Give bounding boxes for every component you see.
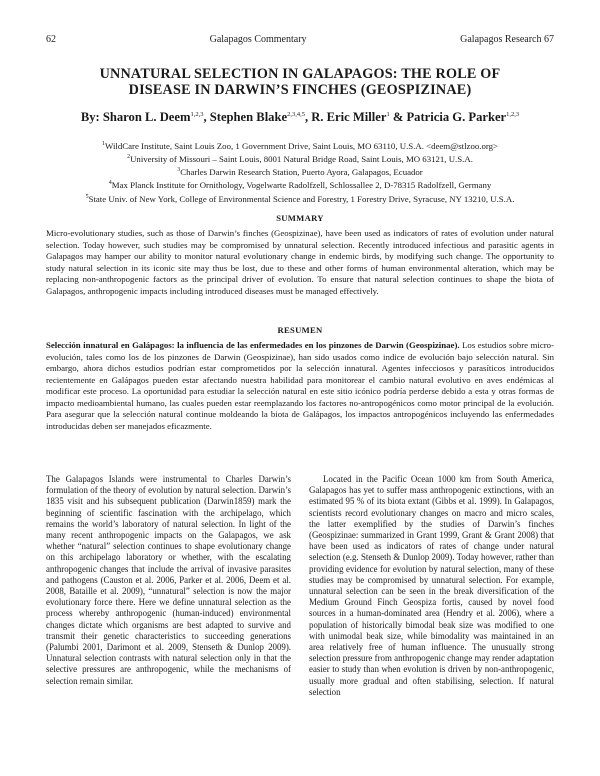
affiliations [46, 139, 554, 205]
affiliation-2 [46, 152, 554, 165]
resumen-heading: RESUMEN [277, 325, 323, 335]
affiliation-3-sup: 3 [177, 167, 181, 174]
affiliation-3 [46, 165, 554, 178]
author-3: R. Eric Miller [311, 110, 387, 124]
by-label: By: [80, 110, 100, 124]
resumen-body: Los estudios sobre micro-evolución, tales como los de los pinzones de Darwin (Geospizinae), han sido usados como indice de evolución bajo selección natural. Sin embargo, ahora dichos estudios podrían estar comprometidos por la selección innatural. Agentes infecciosos y parasíticos introducidos recientemente en Galápagos pueden estar afectando nuestra habilidad para monitorear el cambio natural evolutivo en aves endémicas al modificar este proceso. La oportunidad para estudiar la selección natural en este sitio icónico podría perderse debido a esta y otras formas de impacto medioambiental humano, las cuales pueden estar reemplazando los factores no-antropogénicos como motor principal de la evolución. Para asegurar que la selección natural continue moldeando la biota de Galápagos, los impactos antropogénicos incluyendo las enfermedades introducidas deben ser manejados eficazmente. [46, 340, 555, 431]
affiliation-1 [46, 139, 554, 152]
affiliation-2-text: University of Missouri – Saint Louis, 8001 Natural Bridge Road, Saint Louis, MO 63121, U.S.A. [130, 154, 473, 165]
author-3-affil: 1 [386, 110, 390, 118]
body-column-right [309, 474, 554, 698]
affiliation-5-sup: 5 [85, 193, 89, 200]
author-4-affil: 1,2,3 [506, 110, 520, 118]
page-number: 62 [46, 34, 56, 45]
author-4: Patricia G. Parker [406, 110, 507, 124]
author-1: Sharon L. Deem [102, 110, 191, 124]
affiliation-3-text: Charles Darwin Research Station, Puerto Ayora, Galapagos, Ecuador [180, 167, 423, 178]
affiliation-5-text: State Univ. of New York, College of Environmental Science and Forestry, 1 Forestry Drive, Syracuse, NY 13210, U.S.A. [88, 193, 515, 204]
article-title [46, 66, 554, 98]
author-1-affil: 1,2,3 [190, 110, 204, 118]
summary-heading: SUMMARY [276, 213, 324, 223]
author-2: Stephen Blake [209, 110, 288, 124]
author-line: By: Sharon L. Deem$^{1,2,3}$, Stephen Blake$^{2,3,4,5}$, R. Eric Miller$^1$ & Patricia G. Parker$^{1,2,3}$ [80, 110, 520, 124]
title-line-2: DISEASE IN DARWIN’S FINCHES (GEOSPIZINAE) [128, 82, 472, 98]
affiliation-4-sup: 4 [108, 180, 112, 187]
summary-text: Micro-evolutionary studies, such as those of Darwin’s finches (Geospizinae), have been used as indicators of rates of evolution under natural selection. Today however, such studies may be compromised by unnatural selection. Recently introduced infectious and parasitic agents in Galapagos may hamper our ability to monitor natural evolutionary change in endemic birds, by modifying such change. The opportunity to study natural selection in its iconic site may thus be lost, due to these and other forms of human environmental alteration, which may be replacing non-anthropogenic factors as the principal driver of evolution. To ensure that natural selection continues to shape the biota of Galapagos, anthropogenic impacts including introduced diseases must be managed effectively. [46, 228, 554, 296]
affiliation-1-sup: 1 [102, 141, 106, 147]
journal-issue: Galapagos Research 67 [460, 34, 554, 45]
affiliation-2-sup: 2 [127, 154, 131, 161]
author-2-affil: 2,3,4,5 [287, 110, 305, 118]
affiliation-1-text: WildCare Institute, Saint Louis Zoo, 1 Government Drive, Saint Louis, MO 63110, U.S.A. <deem@stlzoo.org> [105, 140, 498, 151]
body-column-left [46, 474, 291, 687]
running-header [46, 34, 554, 45]
resumen-text [46, 340, 554, 432]
affiliation-5 [46, 192, 554, 205]
body-paragraph: The Galapagos Islands were instrumental to Charles Darwin’s formulation of the theory of evolution by natural selection. Darwin’s 1835 visit and his subsequent publication (Darwin1859) mark the beginning of scientific fascination with the archipelago, which remains the world’s laboratory of natural selection. In light of the many recent anthropogenic impacts on the Galapagos, we ask whether “natural” selection continues to shape evolutionary change on this archipelago laboratory or whether, with the escalating anthropogenic changes that include the arrival of invasive parasites and pathogens (Causton et al. 2006, Parker et al. 2006, Deem et al. 2008, Bataille et al. 2009), “unnatural” selection is now the major evolutionary force there. Here we define unnatural selection as the process whereby anthropogenic (human-induced) environmental changes dictate which organisms are best adapted to survive and transmit their genetic characteristics to succeeding generations (Palumbi 2001, Darimont et al. 2009, Stenseth & Dunlop 2009). Unnatural selection contrasts with natural selection only in that the selective pressures are anthropogenic, while the mechanisms of selection remain similar. [46, 474, 291, 686]
affiliation-4-text: Max Planck Institute for Ornithology, Vogelwarte Radolfzell, Schlossallee 2, D-78315 Radolfzell, Germany [111, 180, 492, 191]
title-line-1: UNNATURAL SELECTION IN GALAPAGOS: THE ROLE OF [99, 66, 501, 82]
affiliation-4 [46, 178, 554, 191]
body-paragraph: Located in the Pacific Ocean 1000 km from South America, Galapagos has yet to suffer mass anthropogenic extinctions, with an estimated 95 % of its biota extant (Gibbs et al. 1999). In Galapagos, scientists record evolutionary changes on macro and micro scales, the latter exemplified by the studies of Darwin’s finches (Geospizinae: summarized in Grant 1999, Grant & Grant 2008) that have been used as indicators of rates of change under natural selection (e.g. Stenseth & Dunlop 2009). Today however, rather than providing evidence for evolution by natural selection, many of these studies may be compromised by unnatural selection. For example, unnatural selection can be seen in the break diversification of the Medium Ground Finch Geospiza fortis, caused by novel food sources in a human-dominated area (Hendry et al. 2006), where a population of historically bimodal beak size was modified to one with unimodal beak size, while bimodality was maintained in an area relatively free of human influence. The unusually strong selection pressure from anthropogenic change may render adaptation easier to study than when evolution is driven by non-anthropogenic, usually more gradual and often stabilising, selection. If natural selection [309, 474, 554, 697]
resumen-title: Selección innatural en Galápagos: la influencia de las enfermedades en los pinzones de Darwin (Geospizinae). [46, 340, 460, 350]
journal-section: Galapagos Commentary [209, 34, 307, 45]
